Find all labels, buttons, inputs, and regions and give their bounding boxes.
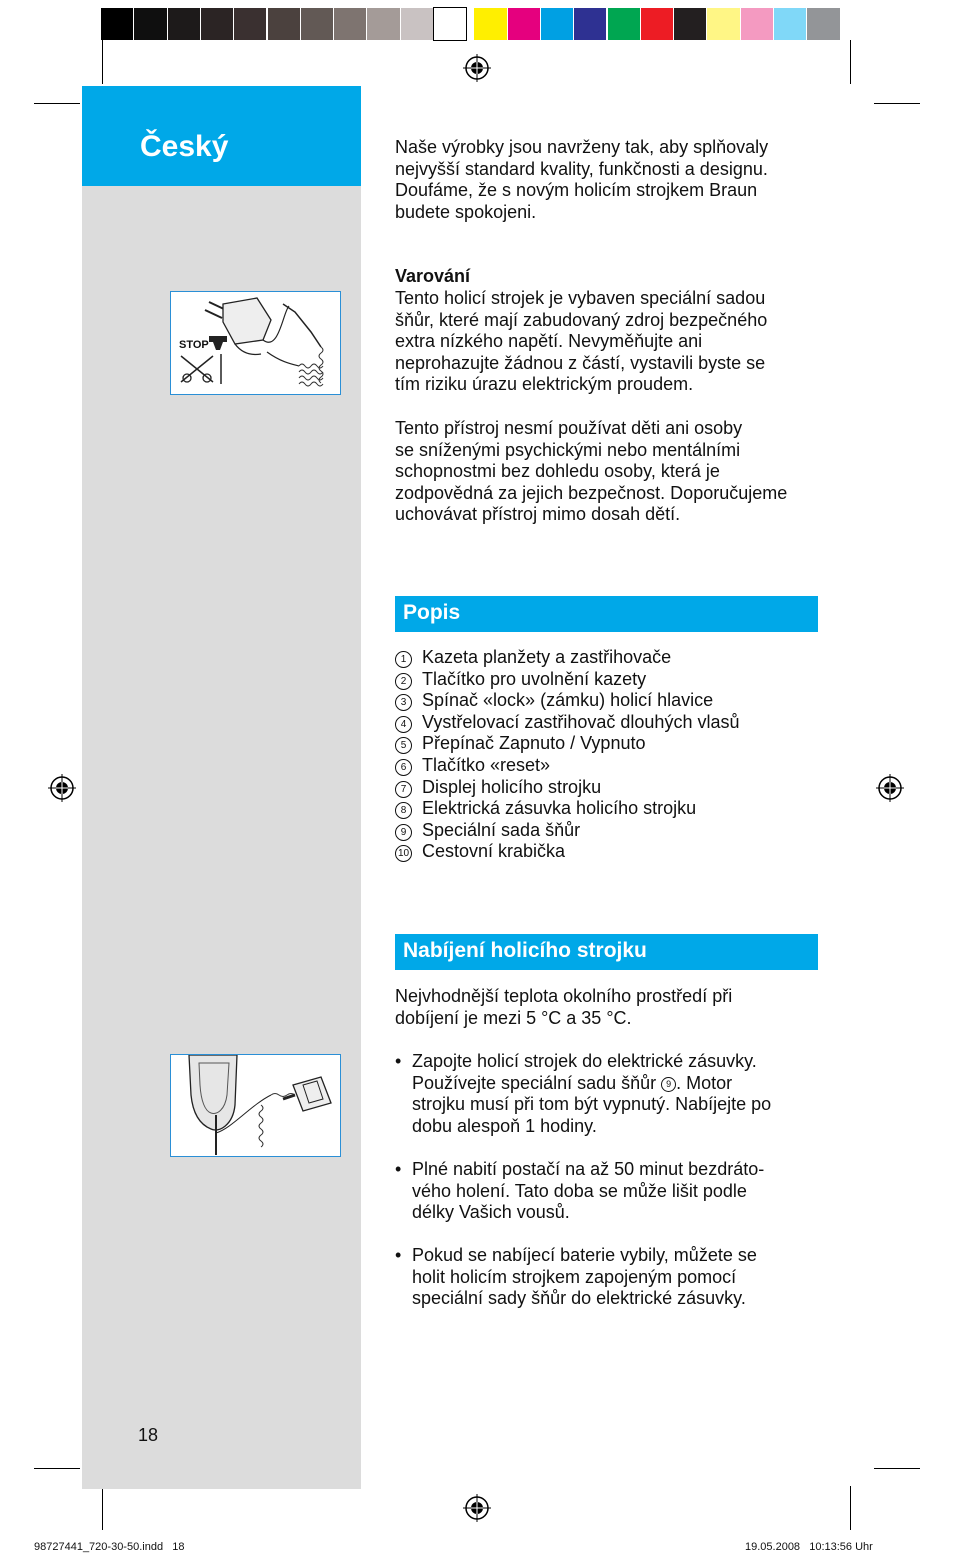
bullet-text-part: Zapojte holicí strojek do elektrické zásuvky. Používejte speciální sadu šňůr (412, 1051, 757, 1093)
registration-mark-icon (48, 774, 76, 802)
list-item (395, 820, 580, 842)
figure-plug-warning (170, 291, 341, 395)
item-label: Elektrická zásuvka holicího strojku (422, 798, 697, 819)
item-number: 10 (395, 845, 412, 862)
crop-mark (34, 1468, 80, 1469)
bullet-symbol: • (395, 1245, 402, 1265)
bullet-symbol: • (395, 1159, 402, 1179)
warning-title: Varování (395, 266, 471, 286)
section-heading-text: Nabíjení holicího strojku (403, 939, 647, 962)
footer-filename: 98727441_720-30-50.indd 18 (34, 1541, 185, 1553)
section-heading-charging (395, 934, 818, 970)
warning-paragraph: Tento holicí strojek je vybaven speciální sadou šňůr, které mají zabudovaný zdroj bezpečného extra nízkého napětí. Nevyměňujte ani neprohazujte žádnou z částí, vystavili byste se tím riziku úrazu elektrickým proudem. (395, 288, 768, 395)
color-swatch (301, 8, 333, 40)
item-number: 5 (395, 737, 412, 754)
list-item (395, 841, 565, 863)
color-swatch (541, 8, 573, 40)
shaver-charging-illustration-icon (171, 1055, 339, 1155)
item-label: Speciální sada šňůr (422, 819, 581, 840)
item-label: Tlačítko pro uvolnění kazety (422, 668, 647, 689)
item-number: 4 (395, 716, 412, 733)
page-title: Český (140, 130, 229, 163)
color-swatch (574, 8, 606, 40)
color-swatch (774, 8, 806, 40)
item-number: 7 (395, 781, 412, 798)
item-label: Spínač «lock» (zámku) holicí hlavice (422, 690, 714, 711)
list-item (395, 777, 601, 799)
color-swatch (741, 8, 773, 40)
color-swatch (474, 8, 506, 40)
registration-mark-icon (463, 54, 491, 82)
crop-mark (102, 40, 103, 84)
color-swatch (101, 8, 133, 40)
item-number: 3 (395, 694, 412, 711)
item-number: 8 (395, 802, 412, 819)
inline-item-number: 9 (661, 1077, 676, 1092)
footer-timestamp: 19.05.2008 10:13:56 Uhr (745, 1541, 873, 1553)
color-swatch (434, 8, 466, 40)
page-number: 18 (138, 1425, 159, 1445)
color-swatch (807, 8, 839, 40)
item-number: 9 (395, 824, 412, 841)
list-item (395, 712, 739, 734)
figure-shaver-charging (170, 1054, 341, 1157)
item-label: Cestovní krabička (422, 841, 566, 862)
color-swatch (201, 8, 233, 40)
item-number: 6 (395, 759, 412, 776)
crop-mark (850, 40, 851, 84)
color-swatch (134, 8, 166, 40)
crop-mark (850, 1486, 851, 1530)
color-swatch (508, 8, 540, 40)
item-label: Tlačítko «reset» (422, 755, 551, 775)
list-item (395, 669, 646, 691)
bullet-text: Pokud se nabíjecí baterie vybily, můžete se holit holicím strojkem zapojeným pomocí speciální sady šňůr do elektrické zásuvky. (412, 1245, 757, 1309)
color-swatch (641, 8, 673, 40)
color-swatch (367, 8, 399, 40)
color-swatch (674, 8, 706, 40)
color-swatch (334, 8, 366, 40)
bullet-symbol: • (395, 1051, 402, 1071)
item-number: 2 (395, 673, 412, 690)
item-number: 1 (395, 651, 412, 668)
registration-mark-icon (463, 1494, 491, 1522)
list-item (395, 733, 645, 755)
charging-intro-paragraph: Nejvhodnější teplota okolního prostředí při dobíjení je mezi 5 °C a 35 °C. (395, 986, 733, 1028)
list-item (395, 755, 550, 777)
item-label: Přepínač Zapnuto / Vypnuto (422, 733, 646, 754)
item-label: Vystřelovací zastřihovač dlouhých vlasů (422, 711, 740, 732)
section-heading-text: Popis (403, 601, 461, 624)
color-swatch (707, 8, 739, 40)
color-swatch (168, 8, 200, 40)
color-swatch (234, 8, 266, 40)
list-item (395, 690, 713, 712)
color-swatch (268, 8, 300, 40)
crop-mark (874, 1468, 920, 1469)
bullet-text-part: . Motor strojku musí při tom být vypnutý. Nabíjejte po dobu alespoň 1 hodiny. (412, 1072, 772, 1136)
children-warning-paragraph: Tento přístroj nesmí používat děti ani osoby se sníženými psychickými nebo mentálními schopnostmi bez dohledu osoby, která je zodpovědná za jejich bezpečnost. Doporučujeme uchovávat přístroj mimo dosah dětí. (395, 418, 788, 525)
item-label: Kazeta planžety a zastřihovače (422, 647, 672, 667)
section-heading-popis (395, 596, 818, 632)
stop-label: STOP (179, 339, 209, 351)
item-label: Displej holicího strojku (422, 776, 602, 797)
crop-mark (874, 103, 920, 104)
bullet-text: Plné nabití postačí na až 50 minut bezdráto- vého holení. Tato doba se může lišit podle délky Vašich vousů. (412, 1159, 765, 1223)
crop-mark (34, 103, 80, 104)
color-swatch (401, 8, 433, 40)
crop-mark (102, 1486, 103, 1530)
list-item (395, 647, 671, 669)
list-item (395, 798, 696, 820)
registration-mark-icon (876, 774, 904, 802)
intro-paragraph: Naše výrobky jsou navrženy tak, aby splňovaly nejvyšší standard kvality, funkčnosti a designu. Doufáme, že s novým holicím strojkem Braun budete spokojeni. (395, 137, 769, 222)
color-swatch (608, 8, 640, 40)
